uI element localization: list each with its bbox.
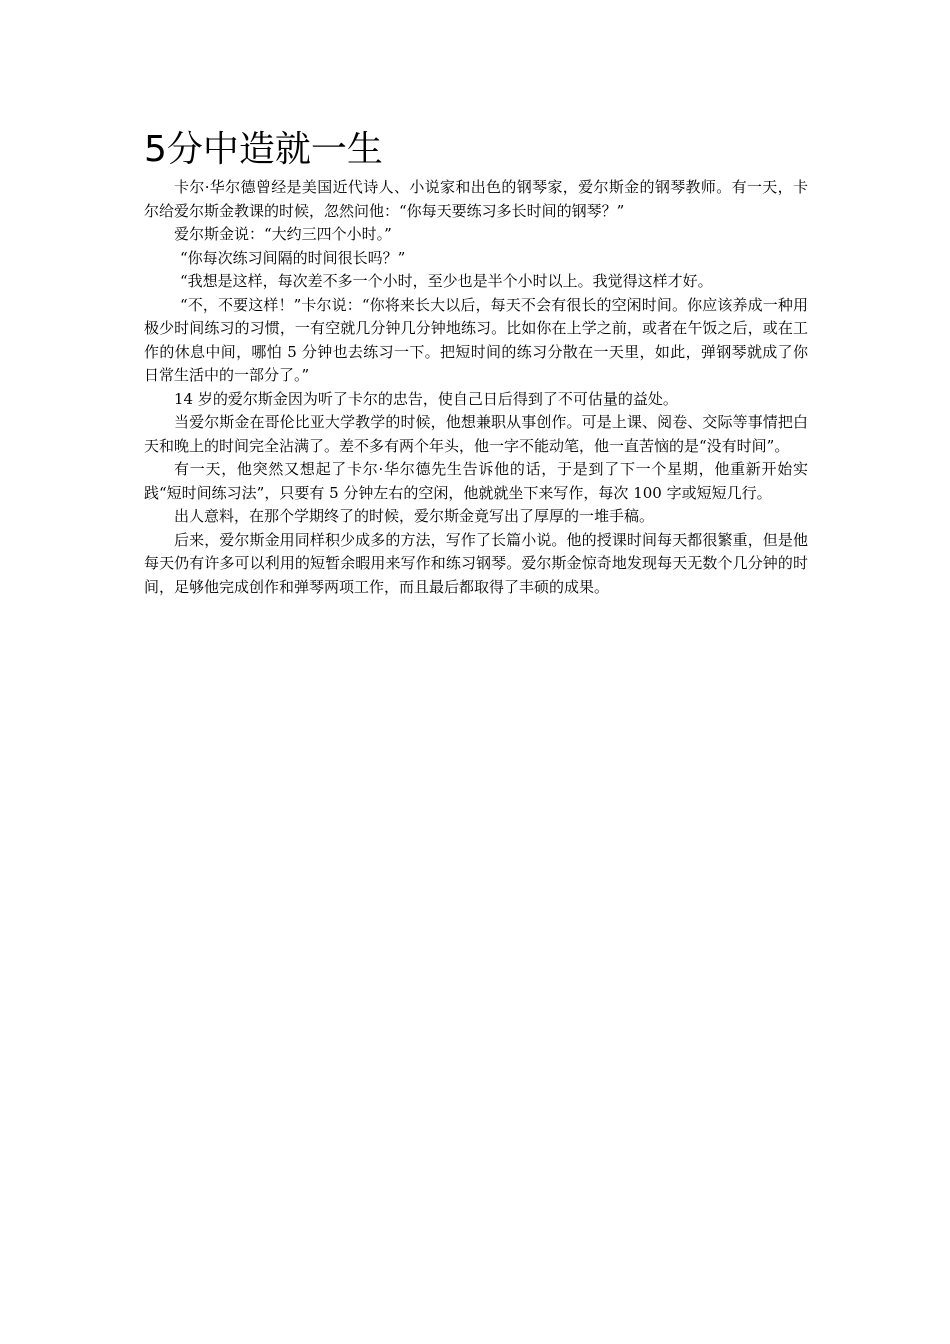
paragraph: 出人意料，在那个学期终了的时候，爱尔斯金竟写出了厚厚的一堆手稿。 xyxy=(174,507,655,525)
paragraph: 爱尔斯金说：“大约三四个小时。” xyxy=(174,225,392,243)
paragraph: “我想是这样，每次差不多一个小时，至少也是半个小时以上。我觉得这样才好。 xyxy=(180,272,713,290)
paragraph: 14 岁的爱尔斯金因为听了卡尔的忠告，使自己日后得到了不可估量的益处。 xyxy=(174,389,678,408)
paragraph: 有一天，他突然又想起了卡尔·华尔德先生告诉他的话，于是到了下一个星期，他重新开始实践“短时间练习法”，只要有 5 分钟左右的空闲，他就就坐下来写作，每次 100 字或短短几行。 xyxy=(144,460,808,502)
paragraph: “你每次练习间隔的时间很长吗？” xyxy=(180,248,406,267)
paragraph: 后来，爱尔斯金用同样积少成多的方法，写作了长篇小说。他的授课时间每天都很繁重，但是他每天仍有许多可以利用的短暂余暇用来写作和练习钢琴。爱尔斯金惊奇地发现每天无数个几分钟的时间，足够他完成创作和弹琴两项工作，而且最后都取得了丰硕的成果。 xyxy=(144,530,808,596)
paragraph: “不，不要这样！”卡尔说：“你将来长大以后，每天不会有很长的空闲时间。你应该养成一种用极少时间练习的习惯，一有空就几分钟几分钟地练习。比如你在上学之前，或者在午饭之后，或在工作的休息中间，哪怕 5 分钟也去练习一下。把短时间的练习分散在一天里，如此，弹钢琴就成了你日常生活中的一部分了。” xyxy=(144,295,808,384)
document-page xyxy=(144,126,808,599)
paragraph: 当爱尔斯金在哥伦比亚大学教学的时候，他想兼职从事创作。可是上课、阅卷、交际等事情把白天和晚上的时间完全沾满了。差不多有两个年头，他一字不能动笔，他一直苦恼的是“没有时间”。 xyxy=(144,413,808,455)
paragraph: 卡尔·华尔德曾经是美国近代诗人、小说家和出色的钢琴家，爱尔斯金的钢琴教师。有一天，卡尔给爱尔斯金教课的时候，忽然问他：“你每天要练习多长时间的钢琴？” xyxy=(144,178,808,220)
document-title: 5分中造就一生 xyxy=(144,129,383,170)
